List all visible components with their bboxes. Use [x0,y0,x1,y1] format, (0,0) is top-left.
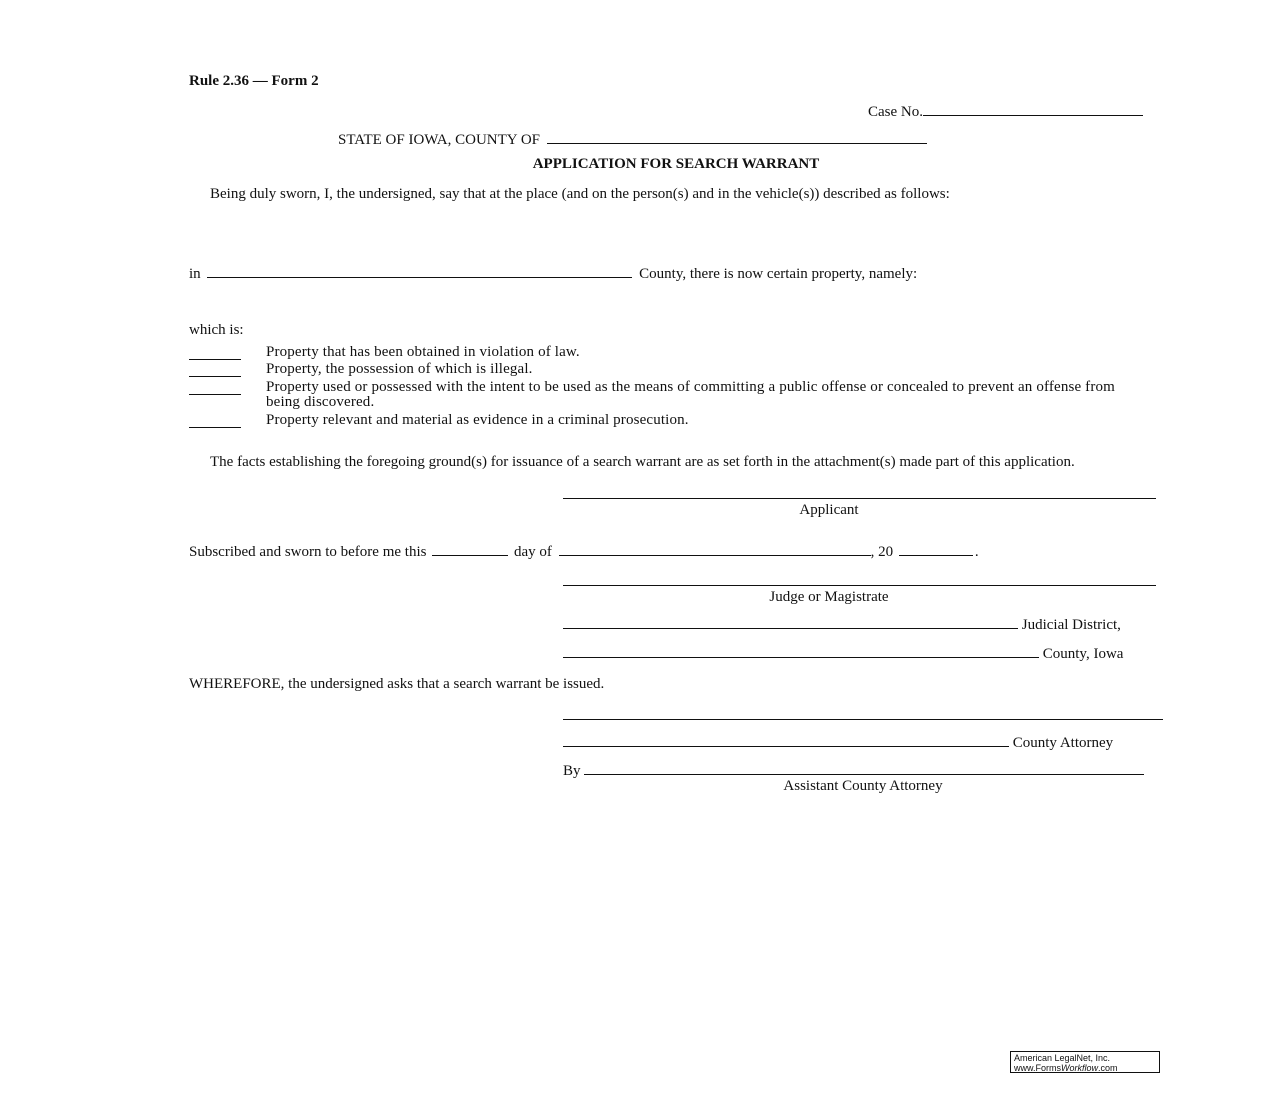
undersigned-signature-line[interactable] [563,719,1163,720]
option-text-4: Property relevant and material as evidence in a criminal prosecution. [266,412,689,428]
county-property-row [189,266,917,282]
subscribed-prefix: Subscribed and sworn to before me this [189,544,427,560]
publisher-name: American LegalNet, Inc. [1014,1053,1111,1063]
publisher-website [1014,1063,1156,1073]
case-number-row [868,104,1143,120]
rule-form-label: Rule 2.36 — Form 2 [189,73,319,89]
judge-signature-line[interactable] [563,585,1156,586]
judge-label: Judge or Magistrate [769,589,889,605]
county-field[interactable] [547,132,927,144]
year-field[interactable] [899,544,973,556]
judicial-district-field[interactable] [563,617,1018,629]
option-checkbox-3[interactable] [189,383,241,395]
option-checkbox-4[interactable] [189,416,241,428]
in-label: in [189,266,201,282]
day-field[interactable] [432,544,508,556]
applicant-signature-line[interactable] [563,498,1156,499]
option-text-3: Property used or possessed with the intent to be used as the means of committing a public offense or concealed to prevent an offense from being discovered. [266,379,1115,410]
county-property-text: County, there is now certain property, namely: [639,266,918,282]
county-iowa-field[interactable] [563,646,1039,658]
case-number-field[interactable] [923,104,1143,116]
state-county-row [338,132,927,148]
by-label: By [563,763,581,779]
website-prefix: www.Forms [1014,1063,1061,1073]
year-prefix: , 20 [870,544,894,560]
facts-paragraph: The facts establishing the foregoing ground(s) for issuance of a search warrant are as set forth in the attachment(s) made part of this application. [210,454,1075,470]
county-attorney-label: County Attorney [1012,735,1114,751]
option-checkbox-1[interactable] [189,348,241,360]
by-row [563,763,1144,779]
publisher-badge [1010,1051,1160,1073]
county-iowa-label: County, Iowa [1042,646,1124,662]
state-county-label: STATE OF IOWA, COUNTY OF [338,132,540,148]
period: . [974,544,979,560]
judicial-district-row [563,617,1121,633]
day-of-label: day of [513,544,552,560]
option-checkbox-2[interactable] [189,365,241,377]
subscribed-row [189,544,979,560]
applicant-label: Applicant [799,502,859,518]
county-attorney-field[interactable] [563,735,1009,747]
month-field[interactable] [559,544,871,556]
assistant-county-attorney-label: Assistant County Attorney [783,778,943,794]
option-text-2: Property, the possession of which is illegal. [266,361,533,377]
which-is-label: which is: [189,322,244,338]
assistant-signature-field[interactable] [584,763,1144,775]
county-attorney-row [563,735,1113,751]
property-county-field[interactable] [207,266,632,278]
intro-paragraph: Being duly sworn, I, the undersigned, say that at the place (and on the person(s) and in the vehicle(s)) described as follows: [210,186,950,202]
judicial-district-label: Judicial District, [1021,617,1121,633]
case-number-label: Case No. [868,104,923,120]
document-title: APPLICATION FOR SEARCH WARRANT [532,156,820,172]
county-iowa-row [563,646,1123,662]
option-text-1: Property that has been obtained in violation of law. [266,344,580,360]
website-italic: Workflow [1061,1063,1099,1073]
website-suffix: .com [1098,1063,1118,1073]
wherefore-statement: WHEREFORE, the undersigned asks that a search warrant be issued. [189,676,605,692]
